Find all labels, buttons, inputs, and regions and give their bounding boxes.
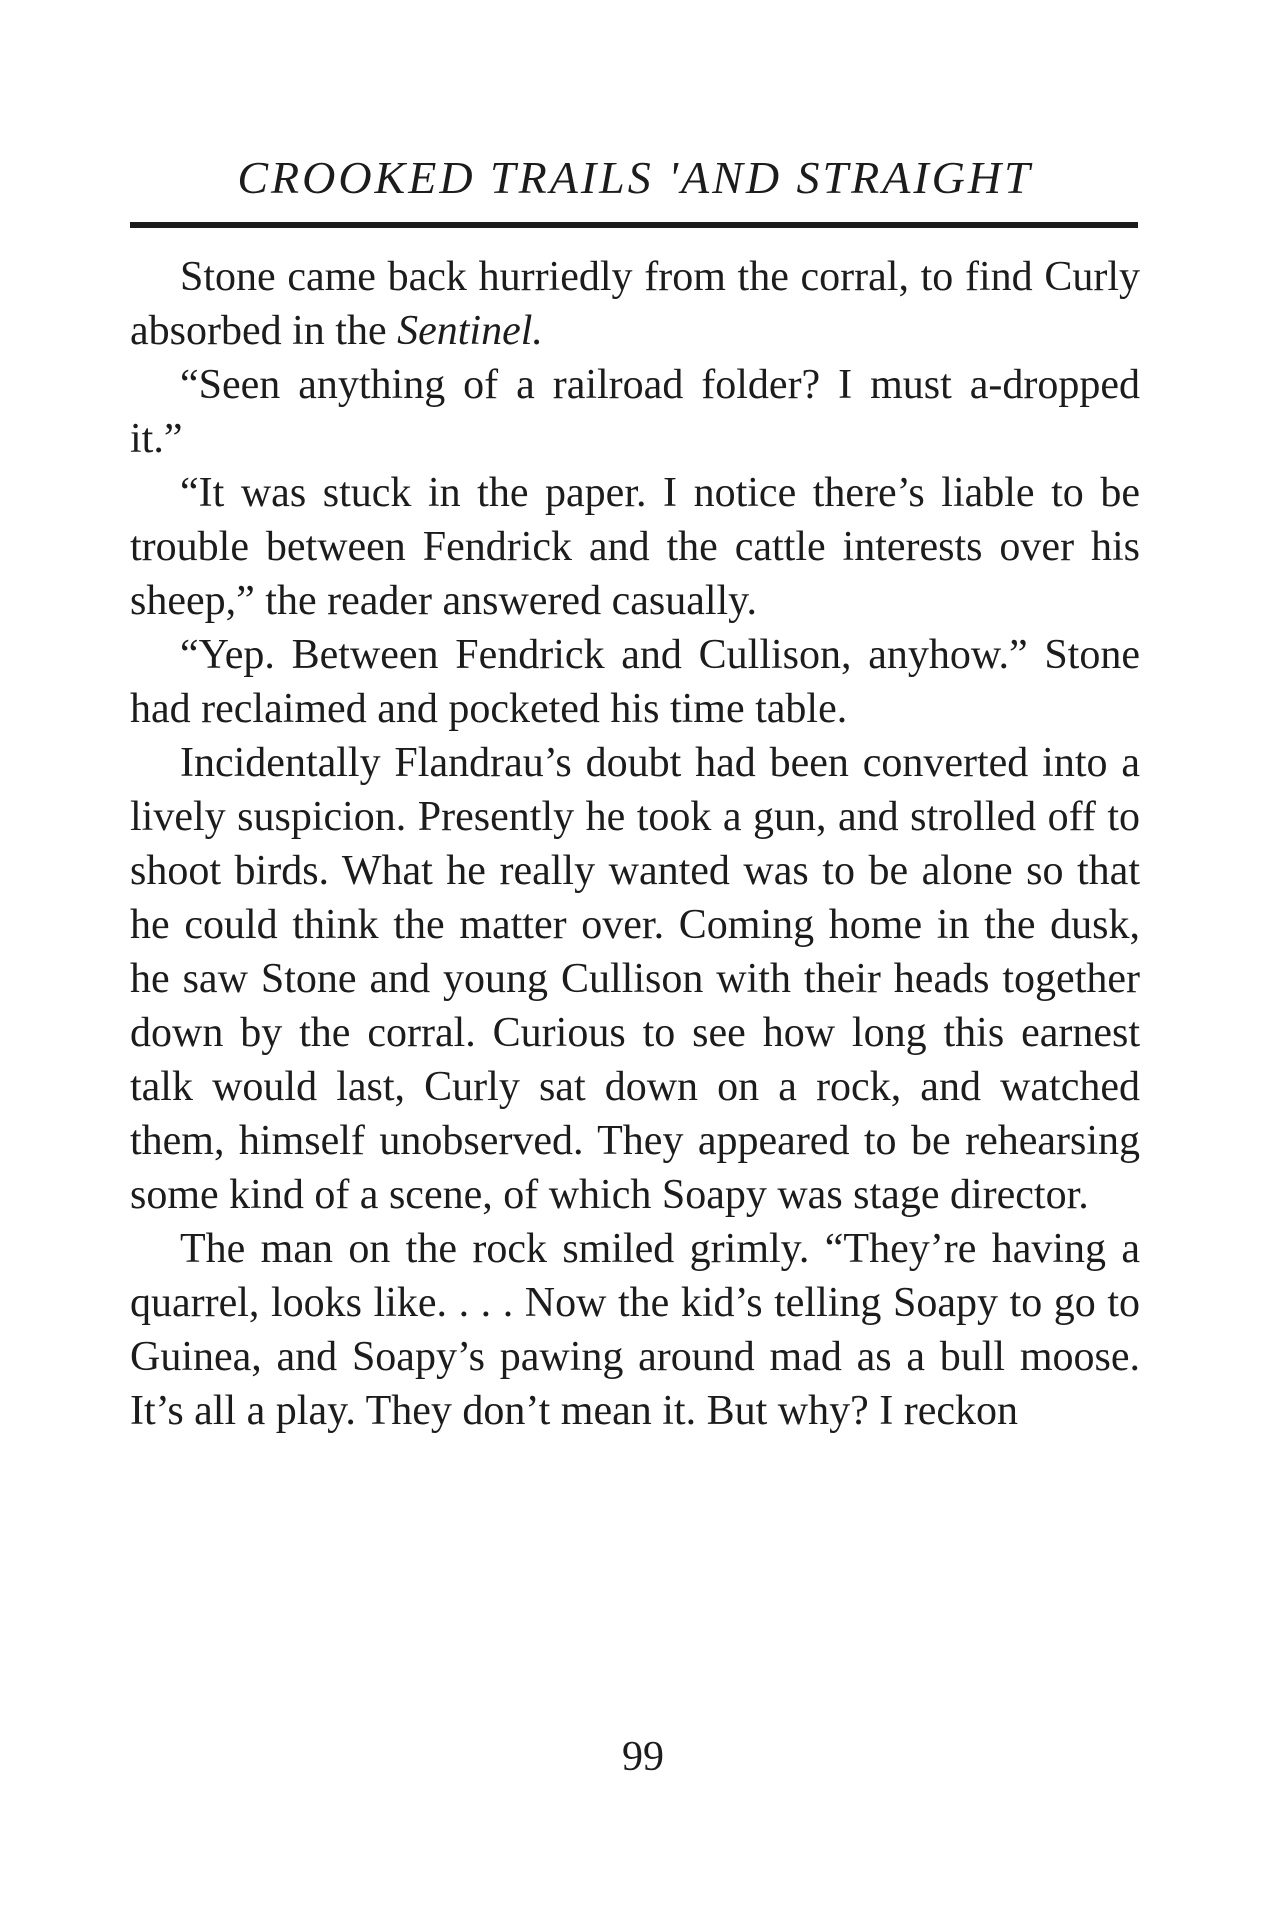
page-number: 99 [622,1734,664,1780]
paragraph-1 [130,250,1140,358]
running-head: CROOKED TRAILS 'AND STRAIGHT [237,152,1033,203]
paragraph-4: “Yep. Between Fendrick and Cullison, anyhow.” Stone had reclaimed and pocketed his time table. [130,632,1140,732]
header-rule [130,222,1138,228]
paragraph-5: Incidentally Flandrau’s doubt had been converted into a lively suspicion. Presently he took a gun, and strolled off to shoot birds. What he really wanted was to be alone so that he could think the matter over. Coming home in the dusk, he saw Stone and young Cullison with their heads together down by the corral. Curious to see how long this earnest talk would last, Curly sat down on a rock, and watched them, himself unobserved. They appeared to be rehearsing some kind of a scene, of which Soapy was stage director. [130,740,1140,1218]
paragraph-2: “Seen anything of a railroad folder? I must a-dropped it.” [130,362,1140,462]
newspaper-title: Sentinel. [397,308,543,354]
paragraph-3: “It was stuck in the paper. I notice there’s liable to be trouble between Fendrick and the cattle interests over his sheep,” the reader answered casually. [130,470,1140,624]
paragraph-6: The man on the rock smiled grimly. “They’re having a quarrel, looks like. . . . Now the kid’s telling Soapy to go to Guinea, and Soapy’s pawing around mad as a bull moose. It’s all a play. They don’t mean it. But why? I reckon [130,1226,1140,1434]
body-text [130,250,1140,1438]
paragraph-1-text: Stone came back hurriedly from the corral, to find Curly absorbed in the [130,254,1140,354]
